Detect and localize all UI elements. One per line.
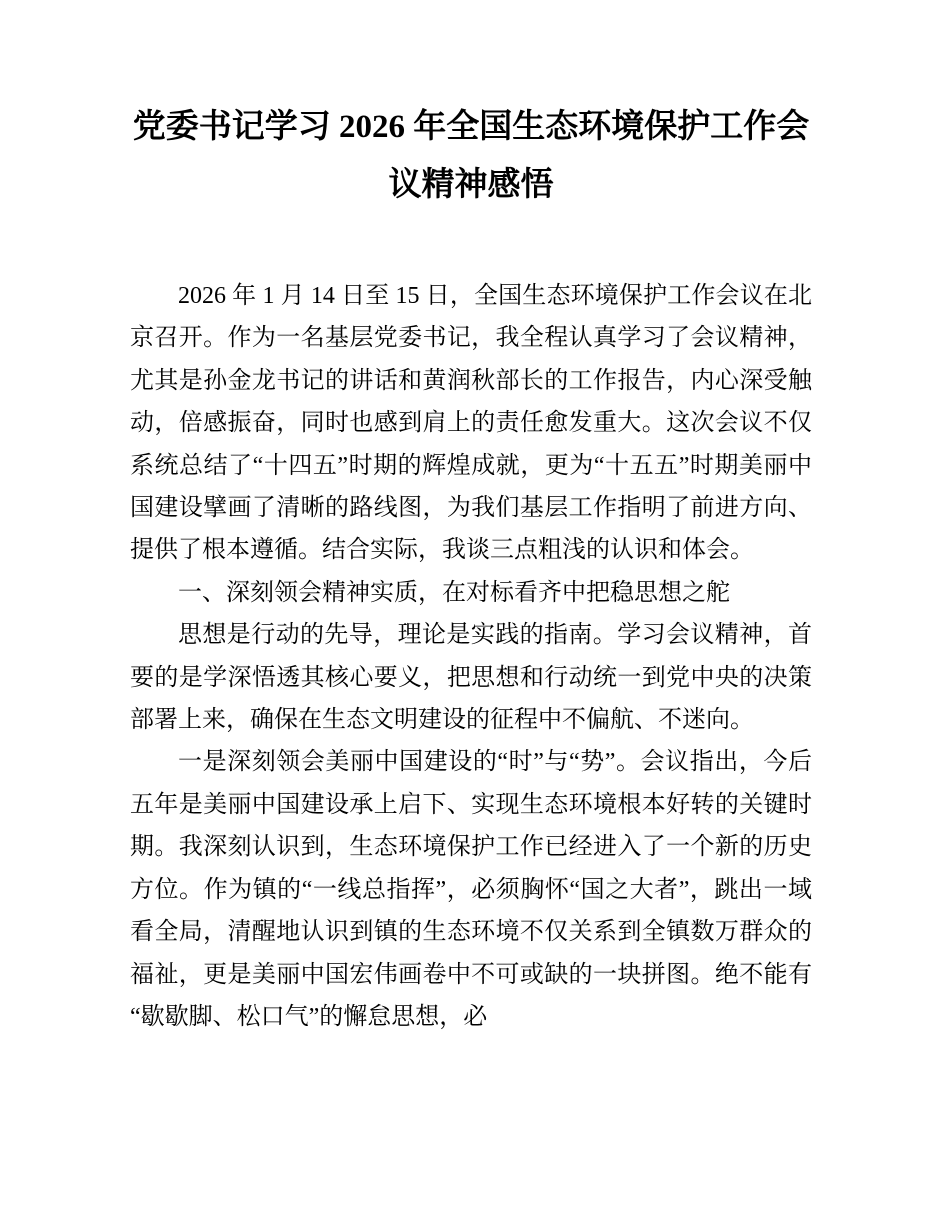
paragraph-section1-lead: 思想是行动的先导，理论是实践的指南。学习会议精神，首要的是学深悟透其核心要义，把思想和行动统一到党中央的决策部署上来，确保在生态文明建设的征程中不偏航、不迷向。 [130,622,812,734]
document-body [130,275,812,1038]
document-title: 党委书记学习 2026 年全国生态环境保护工作会议精神感悟 [132,109,810,203]
paragraph-point-one: 一是深刻领会美丽中国建设的“时”与“势”。会议指出，今后五年是美丽中国建设承上启下、实现生态环境根本好转的关键时期。我深刻认识到，生态环境保护工作已经进入了一个新的历史方位。作为镇的“一线总指挥”，必须胸怀“国之大者”，跳出一域看全局，清醒地认识到镇的生态环境不仅关系到全镇数万群众的福祉，更是美丽中国宏伟画卷中不可或缺的一块拼图。绝不能有“歇歇脚、松口气”的懈怠思想，必 [130,749,812,1030]
paragraph-opening: 2026 年 1 月 14 日至 15 日，全国生态环境保护工作会议在北京召开。作为一名基层党委书记，我全程认真学习了会议精神，尤其是孙金龙书记的讲话和黄润秋部长的工作报告，内心深受触动，倍感振奋，同时也感到肩上的责任愈发重大。这次会议不仅系统总结了“十四五”时期的辉煌成就，更为“十五五”时期美丽中国建设擘画了清晰的路线图，为我们基层工作指明了前进方向、提供了根本遵循。结合实际，我谈三点粗浅的认识和体会。 [130,283,812,564]
section-heading-1: 一、深刻领会精神实质，在对标看齐中把稳思想之舵 [178,579,730,606]
